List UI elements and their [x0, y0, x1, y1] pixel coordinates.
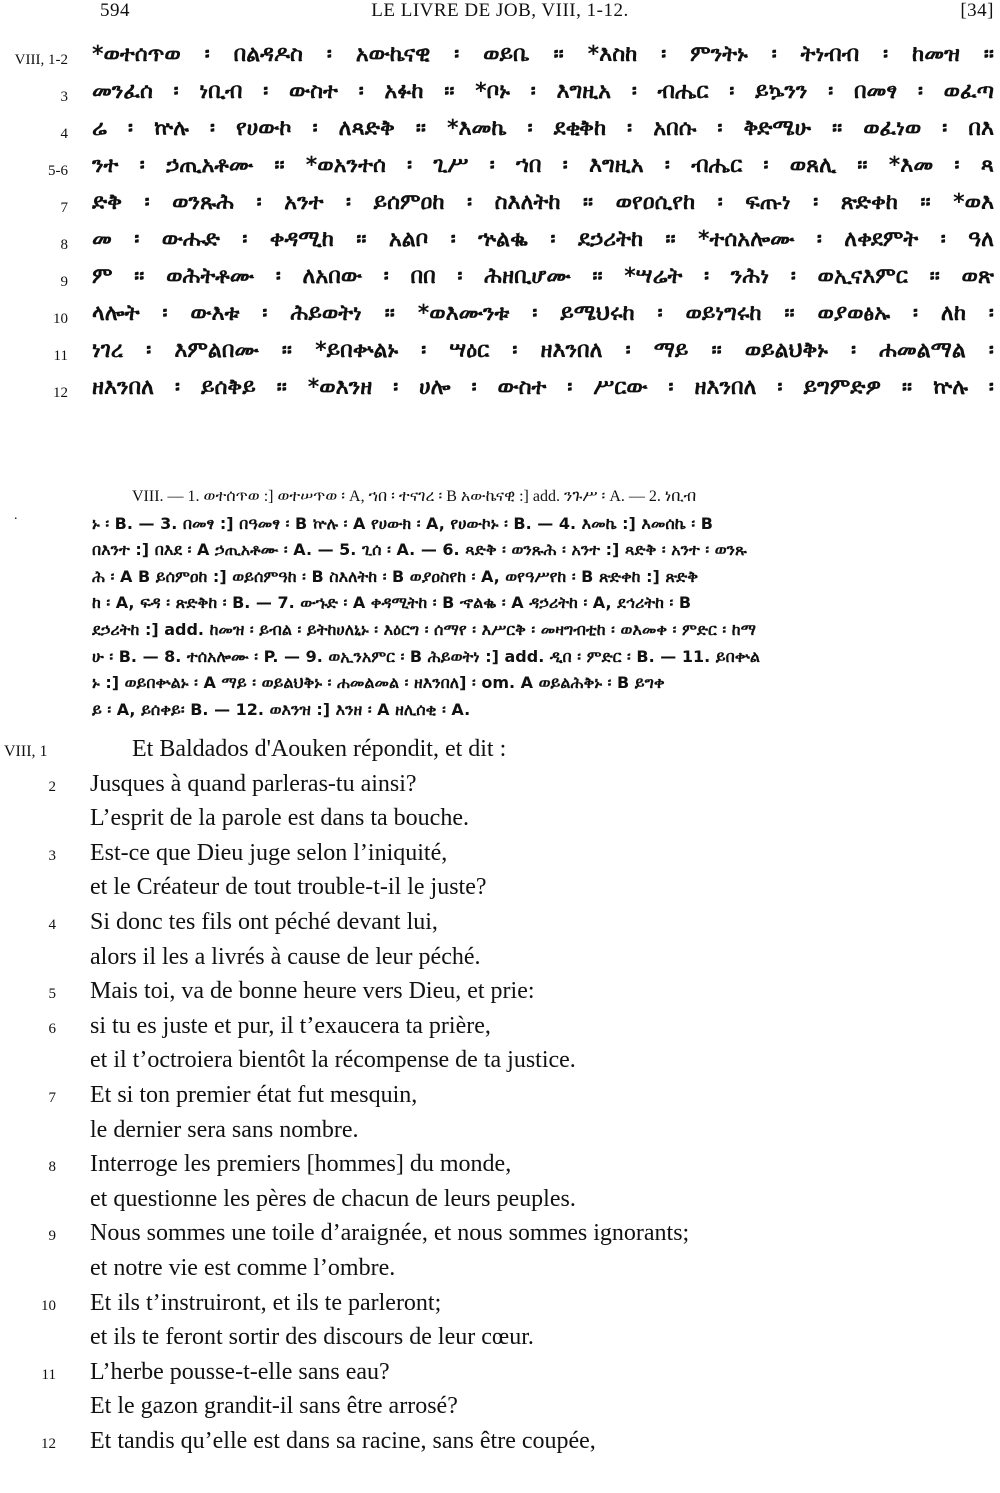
verse-number: 7: [48, 1089, 56, 1106]
translation-line: [0, 1043, 1000, 1078]
translation-text: et ils te feront sortir des discours de leur cœur.: [90, 1324, 534, 1351]
verse-reference: 10: [53, 311, 68, 327]
verse-number: 3: [48, 847, 56, 864]
translation-text: alors il les a livrés à cause de leur péché.: [90, 943, 481, 970]
translation-line: [0, 732, 1000, 767]
verse-number: 2: [48, 778, 56, 795]
translation-line: [0, 1216, 1000, 1251]
critical-apparatus: [92, 484, 998, 723]
translation-text: et il t’octroiera bientôt la récompense de ta justice.: [90, 1047, 576, 1074]
translation-line: [0, 1389, 1000, 1424]
translation-line: [0, 1251, 1000, 1286]
translation-text: et le Créateur de tout trouble-t-il le juste?: [90, 874, 487, 901]
verse-number: 9: [48, 1228, 56, 1245]
translation-text: et questionne les pères de chacun de leurs peuples.: [90, 1185, 576, 1212]
verse-number: 4: [48, 916, 56, 933]
translation-line: [0, 870, 1000, 905]
ethiopic-line: [0, 338, 1000, 375]
verse-number: 10: [41, 1297, 56, 1314]
verse-number: 5: [48, 986, 56, 1003]
verse-reference: 11: [53, 348, 68, 364]
apparatus-line: ኑ :] ወይበቍልኑ ፡ A ማይ ፡ ወይልህቅኑ ፡ ሐመልመል ፡ ዘእንበለ] ፡ om. A ወይልሕቅኑ ፡ B ይግቀ: [92, 673, 665, 693]
verse-number: 8: [48, 1159, 56, 1176]
ethiopic-line-text: ድቅ ፡ ወንጹሕ ፡ አንተ ፡ ይሰምዐከ ፡ ስእለትከ ። ወየዐሲየከ ፡ ፍጡነ ፡ ጽድቀከ ። *ወእ: [92, 190, 994, 215]
ethiopic-line: [0, 264, 1000, 301]
translation-text: et notre vie est comme l’ombre.: [90, 1254, 396, 1281]
running-head: [0, 0, 1000, 28]
translation-line: [0, 1182, 1000, 1217]
verse-reference: 7: [60, 200, 68, 216]
verse-reference: VIII, 1-2: [14, 52, 68, 68]
translation-line: [0, 974, 1000, 1009]
verse-number: 12: [41, 1435, 56, 1452]
page-number: 594: [100, 0, 130, 21]
ethiopic-line-text: መ ፡ ውሑድ ፡ ቀዳሚከ ። አልቦ ፡ ኍልቈ ፡ ደኃሪትከ ። *ተሰአሎሙ ፡ ለቀደምት ፡ ዓለ: [92, 227, 994, 252]
ethiopic-line-text: ላሎት ፡ ውእቱ ፡ ሕይወትነ ። *ወእሙንቱ ፡ ይሜህሩከ ፡ ወይነግሩከ ። ወያወፅኡ ፡ ለከ ፡: [92, 301, 994, 326]
translation-line: [0, 836, 1000, 871]
ethiopic-line-text: ዘእንበለ ፡ ይሰቅይ ። *ወእንዘ ፡ ሀሎ ፡ ውስተ ፡ ሥርው ፡ ዘእንበለ ፡ ይግምድዎ ። ኵሉ ፡: [92, 375, 994, 400]
ethiopic-text-block: [0, 42, 1000, 412]
translation-line: [0, 1320, 1000, 1355]
translation-text: si tu es juste et pur, il t’exaucera ta prière,: [90, 1012, 491, 1039]
apparatus-line: ደኃሪትከ :] add. ከመዝ ፡ ይብል ፡ ይትከሀለኒኑ ፡ እዕርግ ፡ ሰማየ ፡ እሥርቅ ፡ መዛግብቲከ ፡ ወእመቀ ፡ ምድር ፡ ከማ: [92, 619, 756, 639]
margin-dot: .: [14, 508, 18, 523]
translation-text: Est-ce que Dieu juge selon l’iniquité,: [90, 839, 448, 866]
translation-line: [0, 767, 1000, 802]
translation-line: [0, 1009, 1000, 1044]
apparatus-line: ኑ ፡ B. — 3. በመፃ :] በዓመፃ ፡ B ኵሉ ፡ A የሀውክ ፡ A, የሀውኮኑ ፡ B. — 4. እመኬ :] እመሰኬ ፡ B: [92, 513, 713, 533]
apparatus-line: በእንተ :] በእደ ፡ A ኃጢአቶሙ ፡ A. — 5. ጊሰ ፡ A. — 6. ጻድቅ ፡ ወንጹሕ ፡ አንተ :] ጻድቅ ፡ አንተ ፡ ወንጹ: [92, 540, 747, 560]
ethiopic-line: [0, 153, 1000, 190]
ethiopic-line-text: ንተ ፡ ኃጢአቶሙ ። *ወአንተሰ ፡ ጊሥ ፡ ኀበ ፡ እግዚአ ፡ ብሔር ፡ ወጸሊ ። *እመ ፡ ጻ: [92, 153, 994, 178]
translation-text: L’herbe pousse-t-elle sans eau?: [90, 1358, 390, 1385]
translation-line: [0, 801, 1000, 836]
verse-reference: 4: [60, 126, 68, 142]
translation-text: Et le gazon grandit-il sans être arrosé?: [90, 1393, 458, 1420]
translation-line: [0, 905, 1000, 940]
apparatus-line: ይ ፡ A, ይሰቀይ፡ B. — 12. ወእንዝ :] እንዘ ፡ A ዘሊሰቂ ፡ A.: [92, 699, 471, 719]
translation-line: [0, 940, 1000, 975]
ethiopic-line: [0, 42, 1000, 79]
bracket-page-number: [34]: [960, 0, 994, 21]
translation-line: [0, 1147, 1000, 1182]
ethiopic-line-text: *ወተሰጥወ ፡ በልዳዶስ ፡ አውኬናዊ ፡ ወይቤ ። *እስከ ፡ ምንትኑ ፡ ትነብብ ፡ ከመዝ ።: [92, 42, 994, 67]
ethiopic-line-text: ም ። ወሕትቶሙ ፡ ለአበው ፡ በበ ፡ ሕዘቢሆሙ ። *ሣሬት ፡ ንሕነ ፡ ወኢናእምር ። ወጽ: [92, 264, 994, 289]
verse-reference: 3: [60, 89, 68, 105]
verse-number: 6: [48, 1020, 56, 1037]
translation-text: Et si ton premier état fut mesquin,: [90, 1081, 418, 1108]
french-translation: [0, 732, 1000, 1458]
apparatus-line: ሁ ፡ B. — 8. ተሰአሎሙ ፡ P. — 9. ወኢንአምር ፡ B ሕይወትነ :] add. ዲበ ፡ ምድር ፡ B. — 11. ይበቍል: [92, 646, 761, 666]
verse-reference: 12: [53, 385, 68, 401]
verse-reference: 5-6: [48, 163, 68, 179]
ethiopic-line: [0, 301, 1000, 338]
translation-text: Et tandis qu’elle est dans sa racine, sans être coupée,: [90, 1427, 596, 1454]
ethiopic-line: [0, 116, 1000, 153]
translation-line: [0, 1078, 1000, 1113]
verse-reference: 8: [60, 237, 68, 253]
translation-text: Si donc tes fils ont péché devant lui,: [90, 908, 438, 935]
verse-number: VIII, 1: [4, 743, 48, 760]
verse-reference: 9: [60, 274, 68, 290]
ethiopic-line-text: ነገረ ፡ እምልበሙ ። *ይበቍልኑ ፡ ሣዕር ፡ ዘእንበለ ፡ ማይ ። ወይልህቅኑ ፡ ሐመልማል ፡: [92, 338, 994, 363]
translation-text: L’esprit de la parole est dans ta bouche.: [90, 805, 469, 832]
ethiopic-line: [0, 227, 1000, 264]
ethiopic-line-text: መንፈሰ ፡ ነቢብ ፡ ውስተ ፡ አፉከ ። *ቦኑ ፡ እግዚአ ፡ ብሔር ፡ ይኴንን ፡ በመፃ ፡ ወፈጣ: [92, 79, 994, 104]
apparatus-line: ከ ፡ A, ፍዳ ፡ ጽድቅከ ፡ B. — 7. ውኁድ ፡ A ቀዳሚትከ ፡ B ኆልቈ ፡ A ዳኃሪትከ ፡ A, ደኅሪትከ ፡ B: [92, 593, 692, 613]
translation-text: Mais toi, va de bonne heure vers Dieu, et prie:: [90, 978, 535, 1005]
apparatus-line: ሕ ፡ A B ይሰምዐከ :] ወይሰምዓከ ፡ B ስእለትከ ፡ B ወያዐስየከ ፡ A, ወየዓሥየከ ፡ B ጽድቀከ :] ጽድቅ: [92, 566, 699, 586]
verse-number: 11: [41, 1366, 56, 1383]
running-title: LE LIVRE DE JOB, VIII, 1-12.: [371, 0, 629, 21]
translation-line: [0, 1286, 1000, 1321]
ethiopic-line-text: ሬ ፡ ኵሉ ፡ የሀውኮ ፡ ለጻድቅ ። *እመኬ ፡ ደቂቅከ ፡ አበሱ ፡ ቅድሜሁ ። ወፈነወ ፡ በእ: [92, 116, 994, 141]
translation-line: [0, 1113, 1000, 1148]
translation-text: Interroge les premiers [hommes] du monde,: [90, 1151, 512, 1178]
translation-line: [0, 1355, 1000, 1390]
ethiopic-line: [0, 190, 1000, 227]
translation-text: le dernier sera sans nombre.: [90, 1116, 359, 1143]
translation-text: Et ils t’instruiront, et ils te parleront;: [90, 1289, 442, 1316]
translation-text: Et Baldados d'Aouken répondit, et dit :: [132, 736, 507, 762]
ethiopic-line: [0, 375, 1000, 412]
translation-text: Jusques à quand parleras-tu ainsi?: [90, 770, 417, 797]
ethiopic-line: [0, 79, 1000, 116]
apparatus-line: VIII. — 1. ወተሰጥወ :] ወተሠጥወ ፡ A, ኀበ ፡ ተናገረ ፡ B አውኬናዊ :] add. ንጉሥ ፡ A. — 2. ነቢብ: [132, 488, 697, 505]
translation-line: [0, 1424, 1000, 1459]
translation-text: Nous sommes une toile d’araignée, et nous sommes ignorants;: [90, 1220, 690, 1247]
